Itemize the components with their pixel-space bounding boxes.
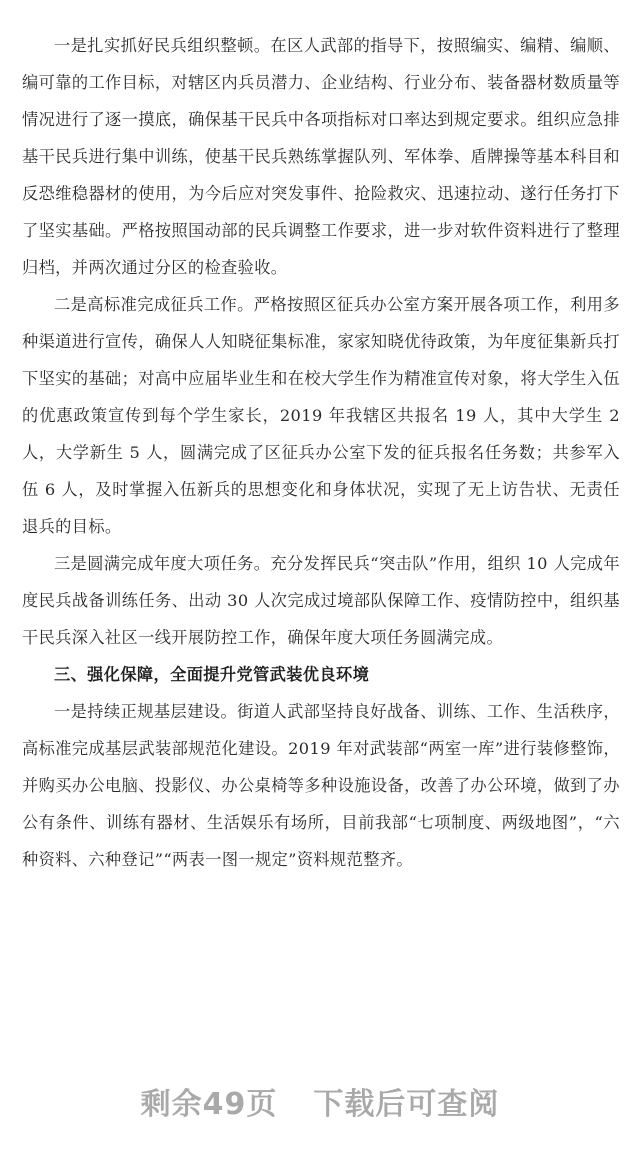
document-body <box>22 27 620 878</box>
paragraph-grassroots-construction: 一是持续正规基层建设。街道人武部坚持良好战备、训练、工作、生活秩序，高标准完成基层武装部规范化建设。2019 年对武装部“两室一库”进行装修整饰，并购买办公电脑、投影仪、办公桌椅等多种设施设备，改善了办公环境，做到了办公有条件、训练有器材、生活娱乐有场所，目前我部“七项制度、两级地图”，“六种资料、六种登记”“两表一图一规定”资料规范整齐。 <box>22 702 620 869</box>
paragraph-militia-reorganization: 一是扎实抓好民兵组织整顿。在区人武部的指导下，按照编实、编精、编顺、编可靠的工作目标，对辖区内兵员潜力、企业结构、行业分布、装备器材数质量等情况进行了逐一摸底，确保基干民兵中各项指标对口率达到规定要求。组织应急排基干民兵进行集中训练，使基干民兵熟练掌握队列、军体拳、盾牌操等基本科目和反恐维稳器材的使用，为今后应对突发事件、抢险救灾、迅速拉动、遂行任务打下了坚实基础。严格按照国动部的民兵调整工作要求，进一步对软件资料进行了整理归档，并两次通过分区的检查验收。 <box>22 36 620 277</box>
download-banner[interactable] <box>0 1083 640 1127</box>
paragraph-annual-tasks: 三是圆满完成年度大项任务。充分发挥民兵“突击队”作用，组织 10 人完成年度民兵战备训练任务、出动 30 人次完成过境部队保障工作、疫情防控中，组织基干民兵深入社区一线开展防控工作，确保年度大项任务圆满完成。 <box>22 554 620 647</box>
remaining-pages-label: 剩余49页 <box>140 1087 278 1122</box>
paragraph-conscription-work: 二是高标准完成征兵工作。严格按照区征兵办公室方案开展各项工作，利用多种渠道进行宣传，确保人人知晓征集标准，家家知晓优待政策，为年度征集新兵打下坚实的基础；对高中应届毕业生和在校大学生作为精准宣传对象，将大学生入伍的优惠政策宣传到每个学生家长，2019 年我辖区共报名 19 人，其中大学生 2 人，大学新生 5 人，圆满完成了区征兵办公室下发的征兵报名任务数；共参军入伍 6 人，及时掌握入伍新兵的思想变化和身体状况，实现了无上访告状、无责任退兵的目标。 <box>22 295 620 536</box>
section-heading-support: 三、强化保障，全面提升党管武装优良环境 <box>54 665 370 684</box>
download-hint-label: 下载后可查阅 <box>313 1087 500 1122</box>
